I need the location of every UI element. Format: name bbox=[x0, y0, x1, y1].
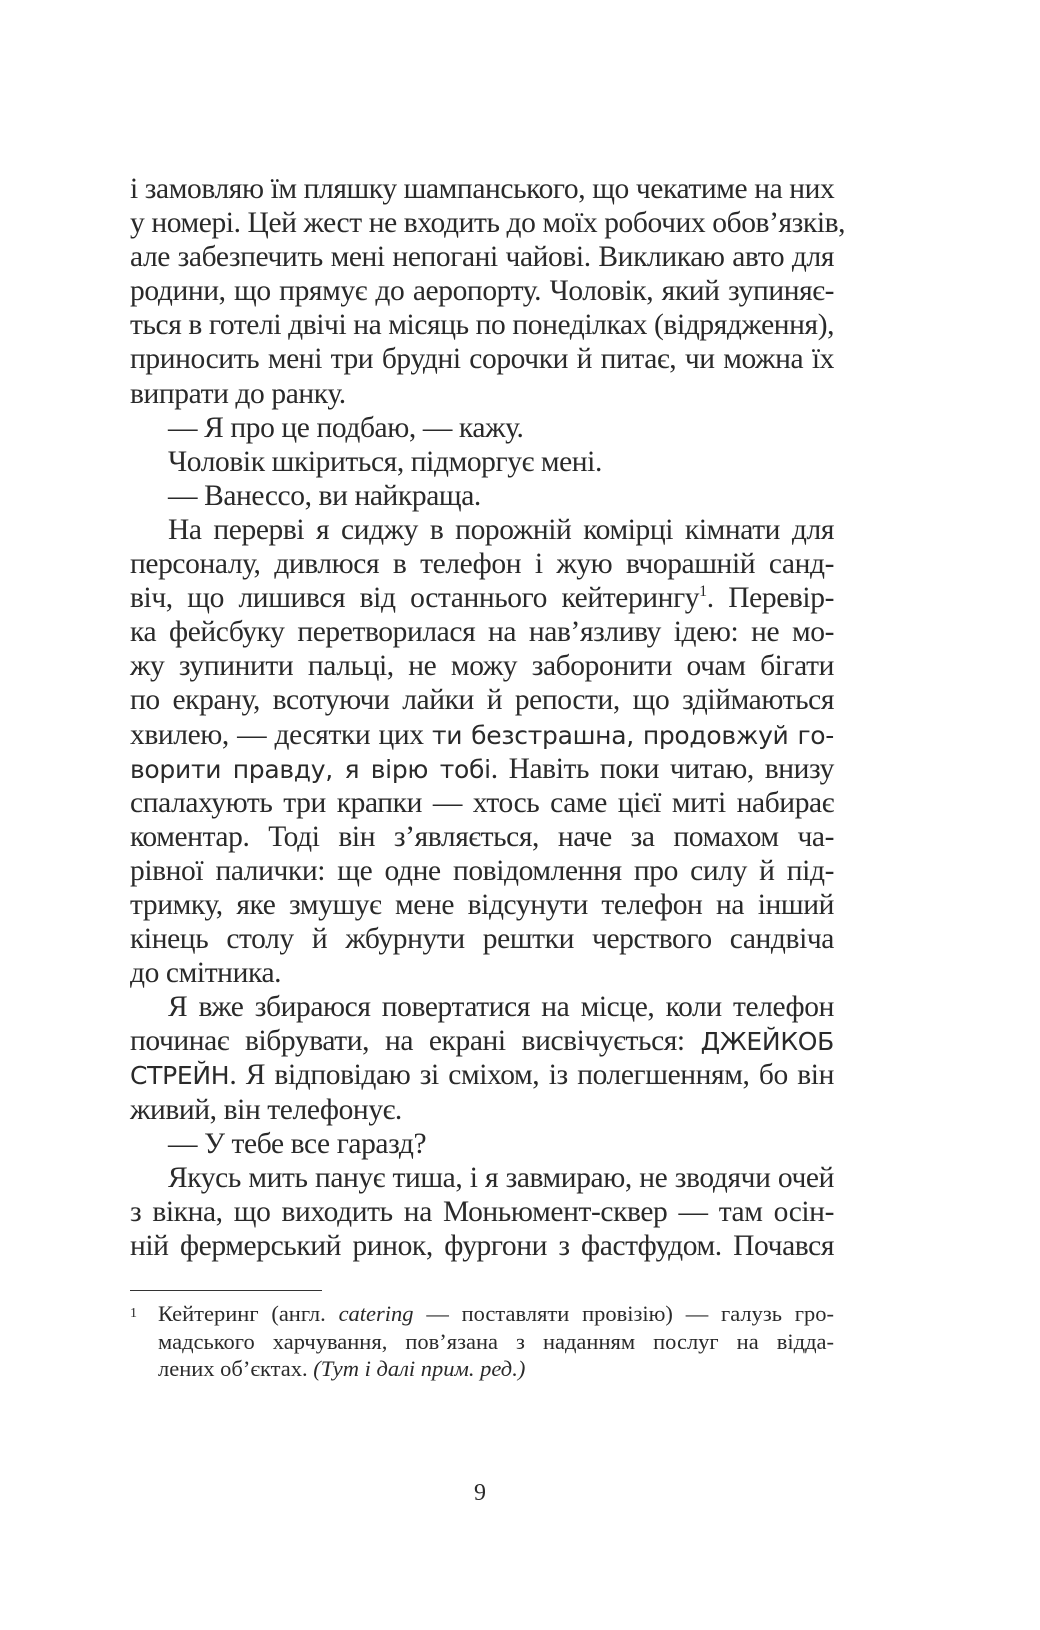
text-line: родини, що прямує до аеропорту. Чоловік, який зупиняє- bbox=[130, 275, 834, 308]
text-line: у номері. Цей жест не входить до моїх робочих обов’язків, bbox=[130, 207, 846, 240]
footnote-line: мадського харчування, пов’язана з наданням послуг на відда- bbox=[158, 1328, 834, 1354]
text-line bbox=[130, 752, 834, 786]
text-fragment: Кейтеринг (англ. bbox=[158, 1301, 339, 1326]
text-fragment: починає вібрувати, на екрані висвічується: bbox=[130, 1025, 701, 1058]
text-line: але забезпечить мені непогані чайові. Викликаю авто для bbox=[130, 241, 834, 274]
dialogue-line: — У тебе все гаразд? bbox=[168, 1127, 427, 1160]
quoted-comment: ти безстрашна, продовжуй го- bbox=[431, 720, 835, 750]
book-page-body bbox=[130, 172, 846, 1263]
text-line: спалахують три крапки — хтось саме цієї миті набирає bbox=[130, 786, 834, 819]
paragraph-start-line: Якусь мить панує тиша, і я завмираю, не зводячи очей bbox=[168, 1161, 834, 1194]
footnote-line bbox=[158, 1355, 834, 1383]
text-line: живий, він телефонує. bbox=[130, 1093, 402, 1126]
text-line bbox=[130, 718, 834, 752]
text-line: персоналу, дивлюся в телефон і жую вчорашній санд- bbox=[130, 548, 834, 581]
text-line: жу зупинити пальці, не можу заборонити очам бігати bbox=[130, 650, 834, 683]
footnote-number: 1 bbox=[130, 1306, 137, 1321]
text-line: до смітника. bbox=[130, 957, 282, 990]
text-line: Чоловік шкіриться, підморгує мені. bbox=[168, 445, 602, 478]
text-line: кінець столу й жбурнути рештки черствого сандвіча bbox=[130, 923, 834, 956]
dialogue-line: — Я про це подбаю, — кажу. bbox=[168, 411, 524, 444]
text-line: ться в готелі двічі на місяць по понеділках (відрядження), bbox=[130, 309, 835, 342]
text-fragment: хвилею, — десятки цих bbox=[130, 718, 432, 751]
text-line: приносить мені три брудні сорочки й питає, чи можна їх bbox=[130, 343, 834, 376]
text-line bbox=[130, 1058, 834, 1092]
paragraph-start-line: На перерві я сиджу в порожній комірці кімнати для bbox=[168, 513, 834, 546]
text-line: і замовляю їм пляшку шампанського, що чекатиме на них bbox=[130, 173, 835, 205]
text-line: випрати до ранку. bbox=[130, 377, 346, 410]
paragraph-start-line: Я вже збираюся повертатися на місце, коли телефон bbox=[168, 991, 834, 1024]
text-line-with-footnote bbox=[130, 581, 834, 615]
text-fragment: лених об’єктах. bbox=[158, 1356, 314, 1381]
text-fragment: . Я відповідаю зі сміхом, із полегшенням, бо він bbox=[229, 1059, 834, 1092]
text-line: ній фермерський ринок, фургони з фастфудом. Почався bbox=[130, 1229, 834, 1262]
caller-name: СТРЕЙН bbox=[130, 1061, 230, 1091]
footnote bbox=[130, 1300, 834, 1383]
text-line bbox=[130, 1024, 834, 1058]
text-fragment: віч, що лишився від останнього кейтерингу bbox=[130, 582, 700, 615]
text-line: з вікна, що виходить на Моньюмент-сквер — там осін- bbox=[130, 1195, 834, 1228]
italic-term: catering bbox=[338, 1301, 414, 1326]
page-number: 9 bbox=[474, 1480, 486, 1506]
dialogue-line: — Ванессо, ви найкраща. bbox=[168, 479, 481, 512]
text-line: тримку, яке змушує мене відсунути телефон на інший bbox=[130, 888, 834, 921]
caller-name: ДЖЕЙКОБ bbox=[700, 1027, 834, 1057]
text-line: по екрану, всотуючи лайки й репости, що здіймаються bbox=[130, 684, 834, 717]
text-line: коментар. Тоді він з’являється, наче за помахом ча- bbox=[130, 820, 834, 853]
text-line: рівної палички: ще одне повідомлення про силу й під- bbox=[130, 854, 834, 887]
footnote-reference[interactable]: 1 bbox=[699, 583, 707, 601]
text-fragment: . Навіть поки читаю, внизу bbox=[490, 752, 835, 785]
text-line: ка фейсбуку перетворилася на нав’язливу ідею: не мо- bbox=[130, 616, 834, 649]
text-fragment: — поставляти провізію) — галузь гро- bbox=[413, 1301, 834, 1326]
footnote-line bbox=[158, 1300, 834, 1328]
footnote-divider bbox=[130, 1290, 322, 1291]
text-fragment: . Перевір- bbox=[706, 582, 834, 615]
quoted-comment: ворити правду, я вірю тобі bbox=[130, 754, 491, 784]
footnote-body bbox=[158, 1300, 834, 1383]
editor-note: (Тут і далі прим. ред.) bbox=[313, 1356, 526, 1381]
